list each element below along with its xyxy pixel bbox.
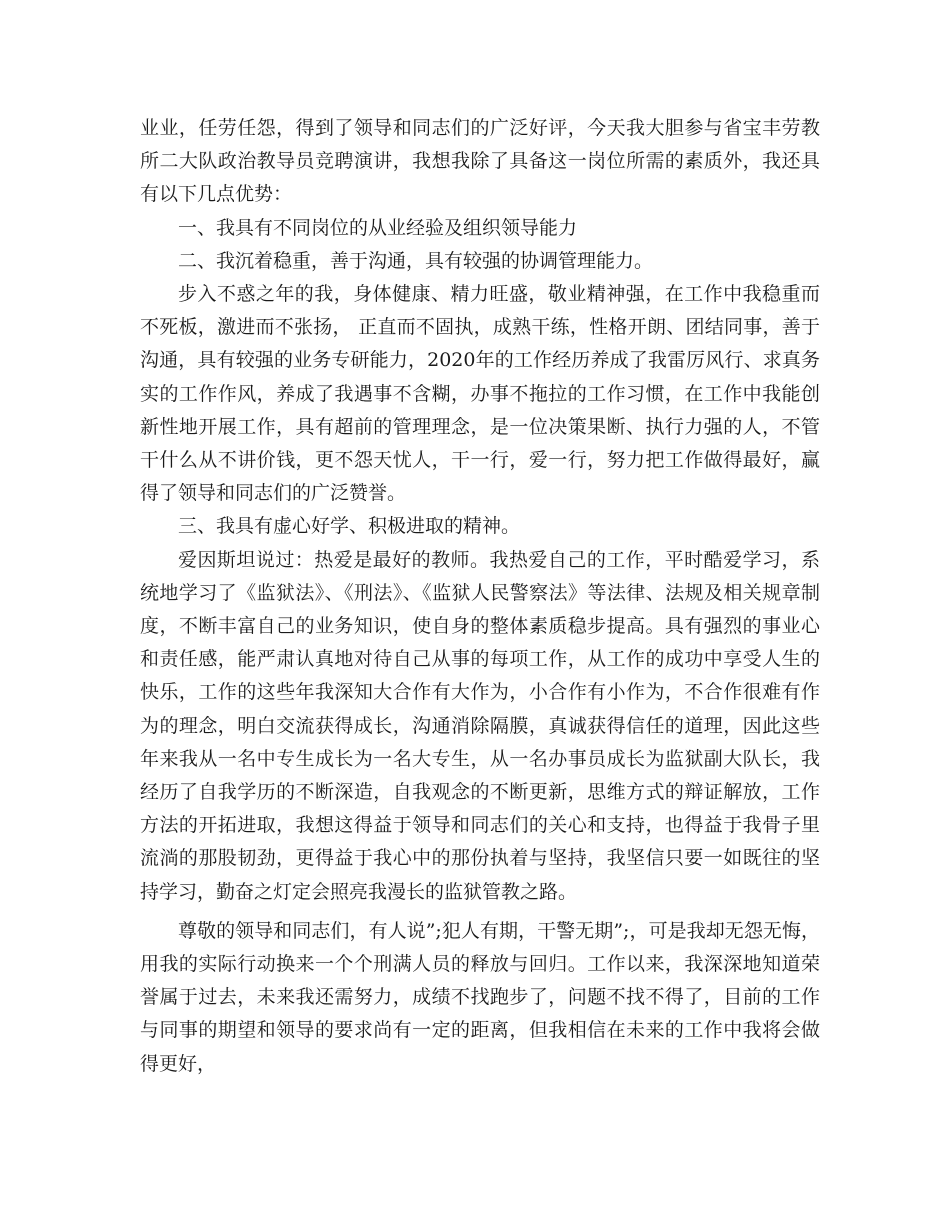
- paragraph-advantage-1: 一、我具有不同岗位的从业经验及组织领导能力: [178, 216, 578, 239]
- paragraph-learning: 爱因斯坦说过：热爱是最好的教师。我热爱自己的工作，平时酷爱学习，系统地学习了《监狱法》、《刑法》、《监狱人民警察法》等法律、法规及相关规章制度，不断丰富自己的业务知识，使自身的整体素质稳步提高。具有强烈的事业心和责任感，能严肃认真地对待自己从事的每项工作，从工作的成功中享受人生的快乐，工作的这些年我深知大合作有大作为，小合作有小作为，不合作很难有作为的理念，明白交流获得成长，沟通消除隔膜，真诚获得信任的道理，因此这些年来我从一名中专生成长为一名大专生，从一名办事员成长为监狱副大队长，我经历了自我学历的不断深造，自我观念的不断更新，思维方式的辩证解放，工作方法的开拓进取，我想这得益于领导和同志们的关心和支持，也得益于我骨子里流淌的那股韧劲，更得益于我心中的那份执着与坚持，我坚信只要一如既往的坚持学习，勤奋之灯定会照亮我漫长的监狱管教之路。: [140, 548, 820, 903]
- document-body: [140, 112, 820, 1081]
- paragraph-closing: 尊敬的领导和同志们，有人说”;犯人有期，干警无期”;，可是我却无怨无悔，用我的实际行动换来一个个刑满人员的释放与回归。工作以来，我深深地知道荣誉属于过去，未来我还需努力，成绩不找跑步了，问题不找不得了，目前的工作与同事的期望和领导的要求尚有一定的距离，但我相信在未来的工作中我将会做得更好，: [140, 919, 820, 1075]
- paragraph-advantage-2: 二、我沉着稳重，善于沟通，具有较强的协调管理能力。: [178, 249, 654, 272]
- paragraph-intro-continued: 业业，任劳任怨，得到了领导和同志们的广泛好评，今天我大胆参与省宝丰劳教所二大队政治教导员竞聘演讲，我想我除了具备这一岗位所需的素质外，我还具有以下几点优势：: [140, 117, 820, 206]
- paragraph-advantage-3: 三、我具有虚心好学、积极进取的精神。: [178, 515, 521, 538]
- paragraph-personality: 步入不惑之年的我，身体健康、精力旺盛，敬业精神强，在工作中我稳重而不死板，激进而不张扬， 正直而不固执，成熟干练，性格开朗、团结同事，善于沟通，具有较强的业务专研能力，2020年的工作经历养成了我雷厉风行、求真务实的工作作风，养成了我遇事不含糊，办事不拖拉的工作习惯，在工作中我能创新性地开展工作，具有超前的管理理念，是一位决策果断、执行力强的人，不管干什么从不讲价钱，更不怨天忧人，干一行，爱一行，努力把工作做得最好，赢得了领导和同志们的广泛赞誉。: [140, 283, 820, 505]
